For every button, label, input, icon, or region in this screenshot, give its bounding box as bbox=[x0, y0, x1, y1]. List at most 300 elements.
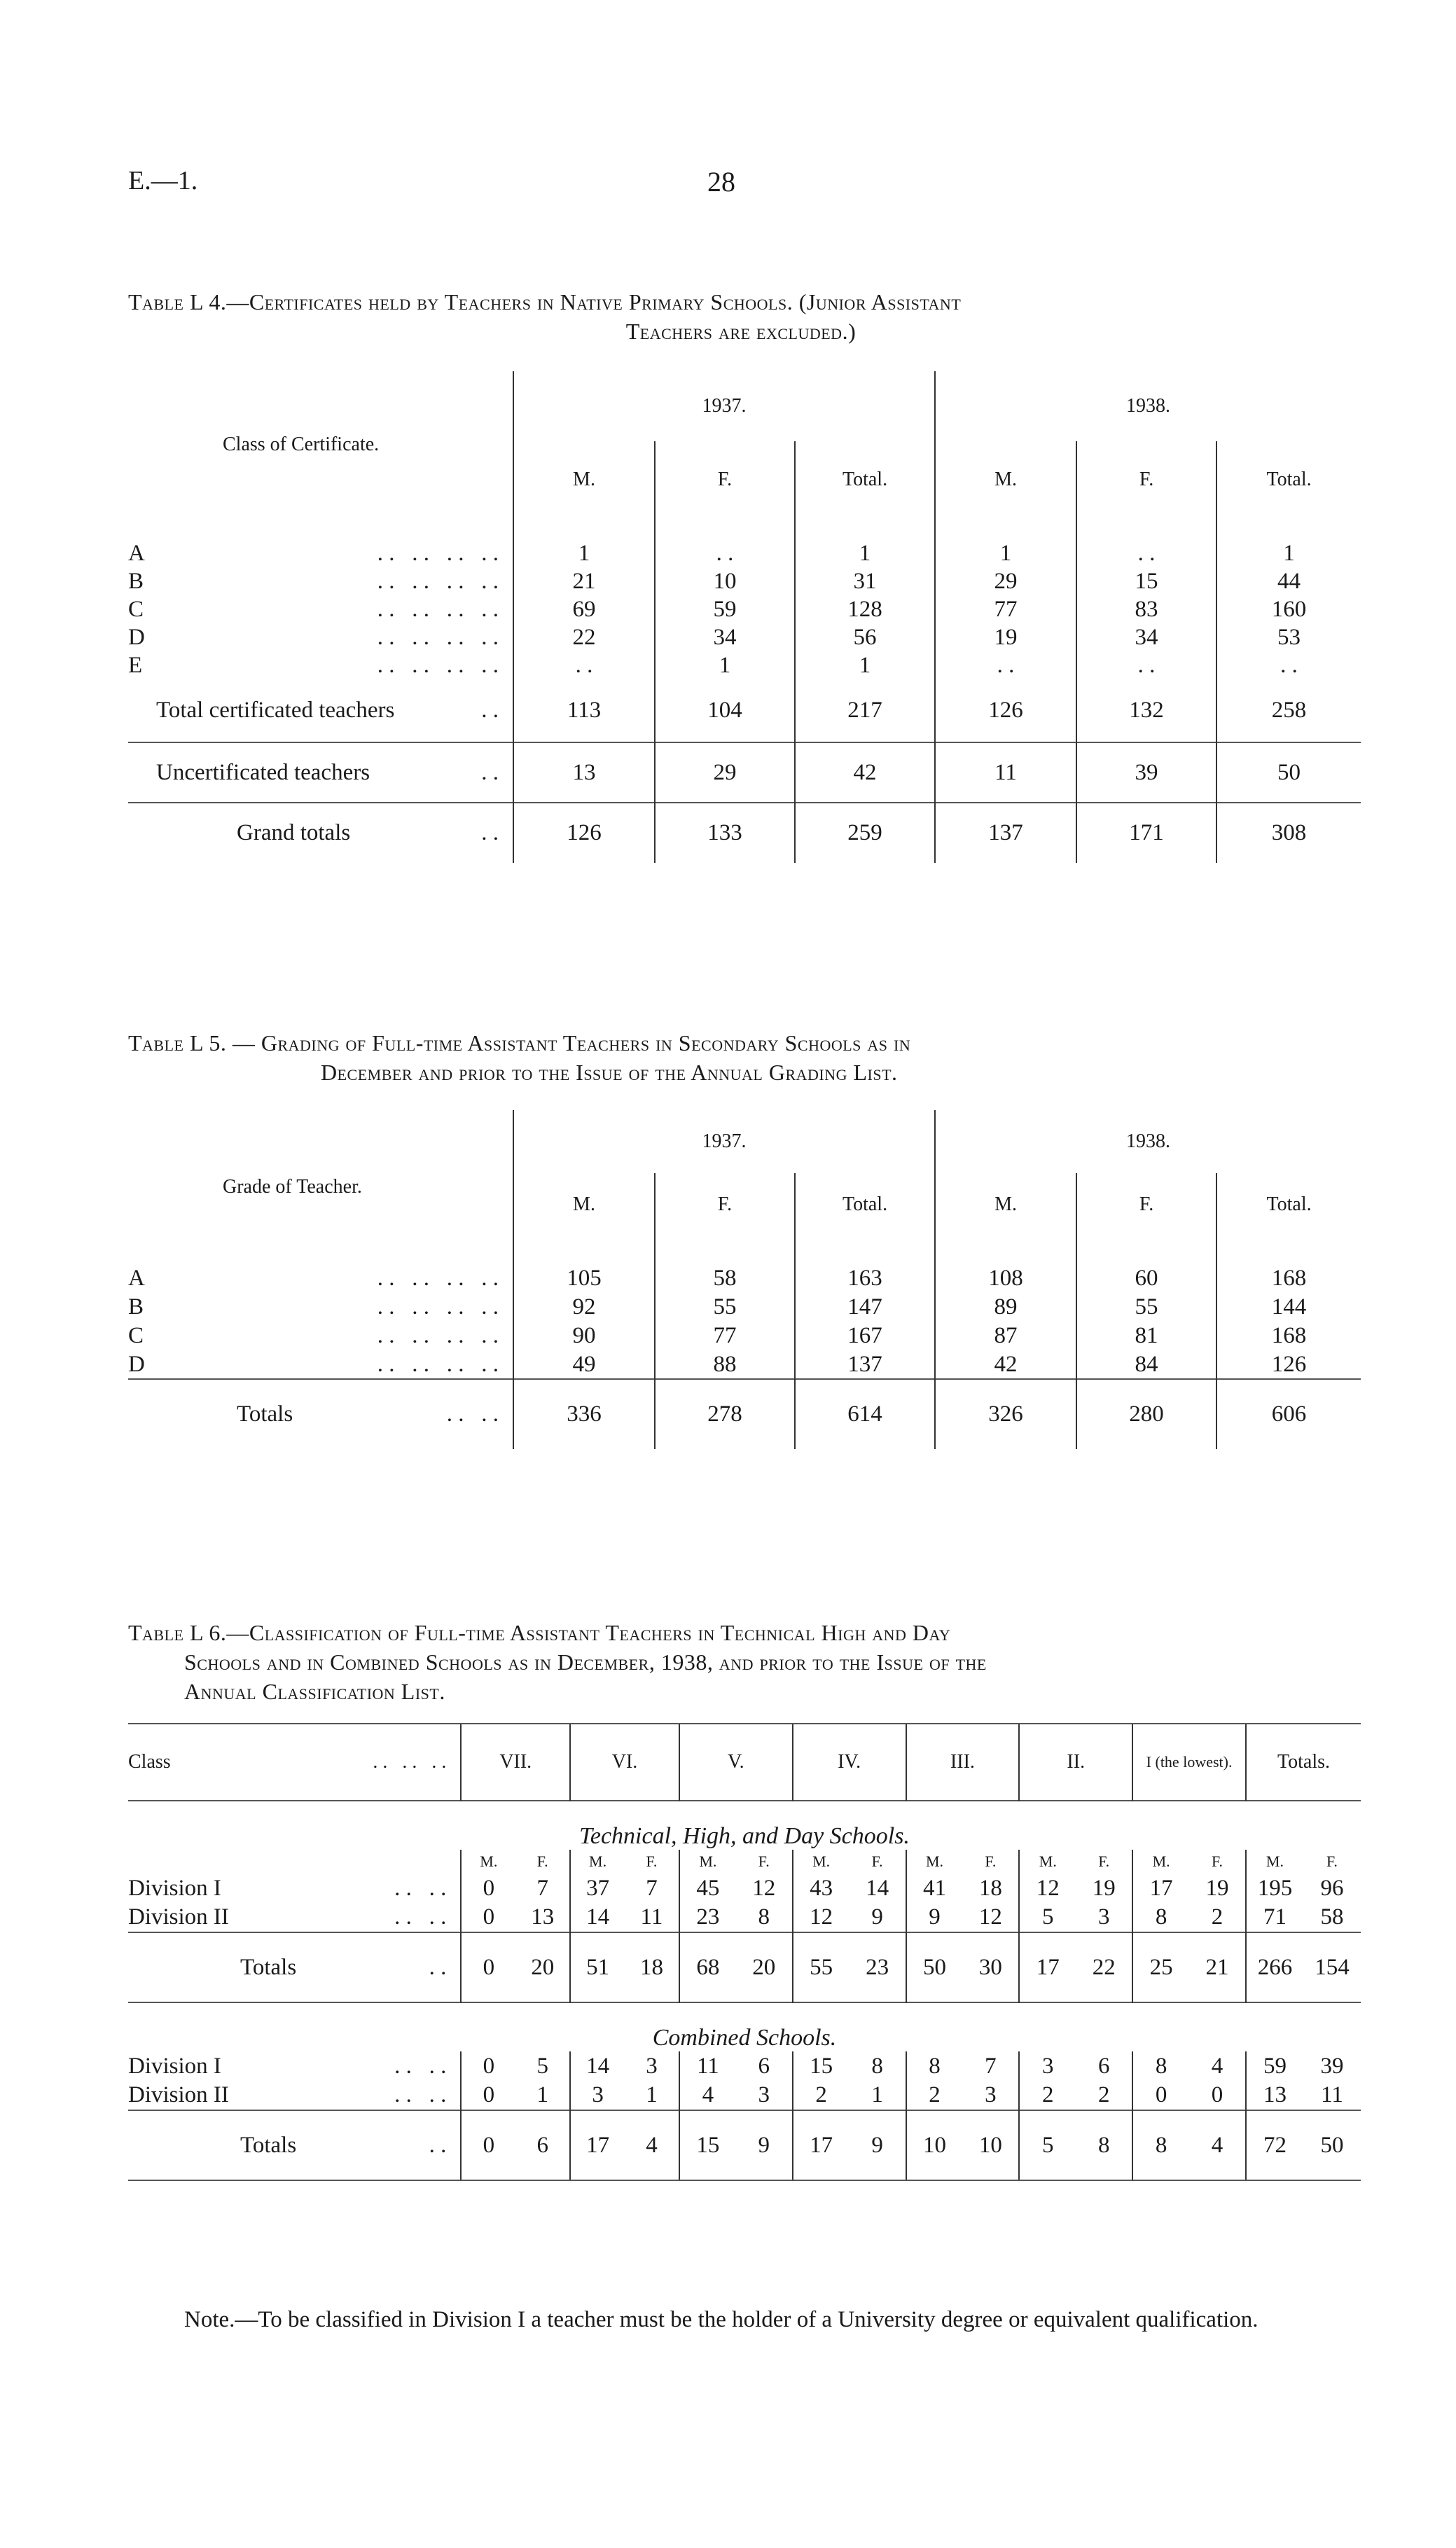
l5-cell: 326 bbox=[935, 1379, 1076, 1449]
l4-row bbox=[128, 623, 1361, 651]
l4-row bbox=[128, 539, 1361, 567]
l6-tech-division-row bbox=[128, 1874, 1361, 1903]
l6-comb-cell: 3 bbox=[570, 2081, 625, 2110]
l6-tech-total-cell: 0 bbox=[461, 1932, 515, 2002]
l5-cell: 84 bbox=[1076, 1350, 1216, 1379]
l4-cell: 29 bbox=[655, 742, 795, 803]
l5-row bbox=[128, 1379, 1361, 1449]
l6-comb-cell: 6 bbox=[758, 2053, 770, 2079]
table-l6-caption-line1: Table L 6.—Classification of Full-time Assistant Teachers in Technical High and Day bbox=[128, 1620, 951, 1645]
table-l6 bbox=[128, 1723, 1361, 2181]
l6-class-col: Totals. bbox=[1246, 1724, 1361, 1801]
table-l4 bbox=[128, 371, 1361, 863]
l6-tech-cell: 12 bbox=[1019, 1874, 1076, 1903]
l5-cell: 55 bbox=[655, 1293, 795, 1322]
table-l6-caption bbox=[128, 1618, 1354, 1706]
l6-tech-mf-label: M. bbox=[906, 1850, 963, 1874]
l5-cell: 163 bbox=[795, 1264, 935, 1293]
l6-comb-total-cell: 4 bbox=[1189, 2110, 1246, 2180]
l6-comb-totals-text: Totals bbox=[240, 2132, 297, 2158]
l6-comb-cell: 59 bbox=[1246, 2051, 1303, 2081]
l4-row-label bbox=[128, 651, 513, 679]
l5-cell: 137 bbox=[795, 1350, 935, 1379]
l4-leader-dots: . . . . . . . . bbox=[377, 652, 499, 678]
l5-col-total-1938: Total. bbox=[1216, 1173, 1361, 1236]
l5-row-label bbox=[128, 1322, 513, 1350]
l4-cell: 171 bbox=[1076, 803, 1216, 863]
l4-cell: 13 bbox=[513, 742, 655, 803]
l5-cell: 90 bbox=[513, 1322, 655, 1350]
l5-label-text: D bbox=[128, 1351, 145, 1377]
l4-row-label bbox=[128, 803, 513, 863]
l5-col-f-1938: F. bbox=[1076, 1173, 1216, 1236]
l6-tech-cell: 14 bbox=[866, 1875, 889, 1901]
table-l5 bbox=[128, 1110, 1361, 1449]
l4-leader-dots: . . . . . . . . bbox=[377, 540, 499, 566]
l6-comb-cell: 0 bbox=[1132, 2081, 1189, 2110]
l4-cell: 137 bbox=[935, 803, 1076, 863]
l4-cell: 59 bbox=[655, 595, 795, 623]
l5-cell: 336 bbox=[513, 1379, 655, 1449]
l4-year-1938: 1938. bbox=[935, 371, 1361, 441]
l4-col-m-1938: M. bbox=[935, 441, 1076, 518]
page-number: 28 bbox=[707, 166, 735, 198]
l4-label-text: C bbox=[128, 596, 144, 622]
l6-comb-cell: 14 bbox=[570, 2051, 625, 2081]
l5-cell: 168 bbox=[1216, 1264, 1361, 1293]
l5-cell: 77 bbox=[655, 1322, 795, 1350]
l6-comb-cell: 3 bbox=[985, 2082, 997, 2107]
l6-comb-total-cell: 17 bbox=[570, 2110, 625, 2180]
l4-row bbox=[128, 803, 1361, 863]
l6-class-label-cell bbox=[128, 1724, 461, 1801]
l6-tech-mf-label: M. bbox=[793, 1850, 850, 1874]
l6-comb-cell: 6 bbox=[1097, 2053, 1110, 2079]
l4-cell: 1 bbox=[795, 539, 935, 567]
l6-class-col: IV. bbox=[793, 1724, 906, 1801]
l6-comb-total-cell: 50 bbox=[1303, 2110, 1361, 2180]
l4-cell: 258 bbox=[1216, 679, 1361, 742]
l6-tech-mf-label: M. bbox=[461, 1850, 515, 1874]
l4-cell: . . bbox=[1076, 651, 1216, 679]
l4-row-label bbox=[128, 679, 513, 742]
l5-cell: 81 bbox=[1076, 1322, 1216, 1350]
l4-cell: . . bbox=[1216, 651, 1361, 679]
l6-comb-total-cell: 4 bbox=[625, 2110, 679, 2180]
l6-tech-mf-label: M. bbox=[1246, 1850, 1303, 1874]
table-l6-caption-line3: Annual Classification List. bbox=[184, 1679, 445, 1704]
l5-cell: 105 bbox=[513, 1264, 655, 1293]
l4-leader-dots: . . bbox=[481, 698, 499, 723]
l6-tech-title-row bbox=[128, 1801, 1361, 1850]
l6-section-technical-title: Technical, High, and Day Schools. bbox=[128, 1801, 1361, 1850]
l6-tech-mf-label: F. bbox=[758, 1853, 770, 1870]
l5-label-text: C bbox=[128, 1323, 144, 1348]
l6-tech-cell: 23 bbox=[679, 1903, 736, 1932]
l6-tech-division-label bbox=[128, 1874, 461, 1903]
l6-tech-cell: 19 bbox=[1205, 1875, 1229, 1901]
l4-cell: 11 bbox=[935, 742, 1076, 803]
l4-cell: 56 bbox=[795, 623, 935, 651]
l4-row-label bbox=[128, 595, 513, 623]
l4-leader-dots: . . . . . . . . bbox=[377, 624, 499, 650]
l4-col-total-1938: Total. bbox=[1216, 441, 1361, 518]
l6-comb-division-text: Division I bbox=[128, 2053, 221, 2079]
l6-comb-totals-row bbox=[128, 2110, 1361, 2180]
l6-tech-cell: 9 bbox=[906, 1903, 963, 1932]
l6-tech-total-cell: 21 bbox=[1189, 1932, 1246, 2002]
l5-cell: 168 bbox=[1216, 1322, 1361, 1350]
l6-tech-mf-label: M. bbox=[1019, 1850, 1076, 1874]
l6-class-col: III. bbox=[906, 1724, 1020, 1801]
l6-comb-cell: 11 bbox=[679, 2051, 736, 2081]
l5-cell: 89 bbox=[935, 1293, 1076, 1322]
l6-tech-total-cell: 18 bbox=[625, 1932, 679, 2002]
footnote bbox=[128, 2304, 1361, 2335]
l6-tech-cell: 14 bbox=[570, 1903, 625, 1932]
l5-row bbox=[128, 1350, 1361, 1379]
l4-cell: 1 bbox=[935, 539, 1076, 567]
l4-row-label bbox=[128, 742, 513, 803]
l6-comb-total-cell: 72 bbox=[1246, 2110, 1303, 2180]
l5-cell: 144 bbox=[1216, 1293, 1361, 1322]
l5-cell: 126 bbox=[1216, 1350, 1361, 1379]
l4-cell: 308 bbox=[1216, 803, 1361, 863]
l6-comb-cell: 5 bbox=[536, 2053, 548, 2079]
l5-leader-dots: . . . . . . . . bbox=[377, 1294, 499, 1320]
l6-tech-cell: 7 bbox=[646, 1875, 658, 1901]
l6-comb-cell: 1 bbox=[646, 2082, 658, 2107]
l6-comb-cell: 2 bbox=[906, 2081, 963, 2110]
l4-cell: 113 bbox=[513, 679, 655, 742]
l6-comb-cell: 2 bbox=[793, 2081, 850, 2110]
l5-cell: 42 bbox=[935, 1350, 1076, 1379]
l5-cell: 280 bbox=[1076, 1379, 1216, 1449]
l4-col-total-1937: Total. bbox=[795, 441, 935, 518]
l4-cell: 31 bbox=[795, 567, 935, 595]
l6-comb-cell: 7 bbox=[985, 2053, 997, 2079]
l6-comb-totals-dots: . . bbox=[429, 2132, 447, 2158]
l4-cell: 22 bbox=[513, 623, 655, 651]
l6-tech-cell: 17 bbox=[1132, 1874, 1189, 1903]
l6-comb-cell: 0 bbox=[461, 2051, 515, 2081]
table-l4-caption-line2: Teachers are excluded.) bbox=[625, 319, 857, 344]
l6-tech-division-text: Division II bbox=[128, 1904, 229, 1930]
l5-leader-dots: . . . . . . . . bbox=[377, 1266, 499, 1291]
l6-comb-cell: 3 bbox=[758, 2082, 770, 2107]
l6-tech-cell: 45 bbox=[679, 1874, 736, 1903]
l5-cell: 606 bbox=[1216, 1379, 1361, 1449]
l6-tech-cell: 12 bbox=[752, 1875, 776, 1901]
l6-tech-total-cell: 68 bbox=[679, 1932, 736, 2002]
l6-tech-cell: 37 bbox=[570, 1874, 625, 1903]
l6-comb-cell: 11 bbox=[1321, 2082, 1343, 2107]
l5-cell: 55 bbox=[1076, 1293, 1216, 1322]
l6-comb-total-cell: 9 bbox=[850, 2110, 906, 2180]
l6-tech-total-cell: 17 bbox=[1019, 1932, 1076, 2002]
l4-cell: 83 bbox=[1076, 595, 1216, 623]
l6-tech-division-label bbox=[128, 1903, 461, 1932]
l4-cell: 29 bbox=[935, 567, 1076, 595]
l4-cell: 217 bbox=[795, 679, 935, 742]
l5-row-header: Grade of Teacher. bbox=[223, 1176, 362, 1198]
l5-year-1937: 1937. bbox=[513, 1110, 935, 1173]
l6-tech-cell: 71 bbox=[1246, 1903, 1303, 1932]
l6-tech-mf-label: F. bbox=[1212, 1853, 1223, 1870]
l4-cell: 34 bbox=[655, 623, 795, 651]
footnote-text: Note.—To be classified in Division I a teacher must be the holder of a University degree or equivalent qualification. bbox=[184, 2307, 1259, 2332]
l6-class-col: II. bbox=[1019, 1724, 1132, 1801]
l6-tech-cell: 19 bbox=[1092, 1875, 1116, 1901]
l4-row bbox=[128, 742, 1361, 803]
l6-tech-cell: 41 bbox=[906, 1874, 963, 1903]
l6-comb-total-cell: 5 bbox=[1019, 2110, 1076, 2180]
l5-cell: 49 bbox=[513, 1350, 655, 1379]
l5-label-text: A bbox=[128, 1266, 145, 1291]
l6-comb-division-label bbox=[128, 2051, 461, 2081]
l6-tech-mf-label: F. bbox=[536, 1853, 548, 1870]
l6-comb-cell: 39 bbox=[1320, 2053, 1344, 2079]
table-l6-caption-line2: Schools and in Combined Schools as in December, 1938, and prior to the Issue of the bbox=[184, 1649, 987, 1675]
l5-col-f-1937: F. bbox=[655, 1173, 795, 1236]
l6-comb-total-cell: 8 bbox=[1076, 2110, 1132, 2180]
l6-comb-cell: 1 bbox=[536, 2082, 548, 2107]
l4-leader-dots: . . . . . . . . bbox=[377, 596, 499, 622]
l5-row-label bbox=[128, 1293, 513, 1322]
l4-cell: 77 bbox=[935, 595, 1076, 623]
l5-cell: 60 bbox=[1076, 1264, 1216, 1293]
l5-row-label bbox=[128, 1264, 513, 1293]
l4-cell: 21 bbox=[513, 567, 655, 595]
l4-label-text: Grand totals bbox=[237, 820, 351, 845]
l4-cell: 126 bbox=[513, 803, 655, 863]
l5-label-text: Totals bbox=[237, 1401, 293, 1427]
l6-tech-division-dots: . . . . bbox=[394, 1875, 447, 1901]
l6-comb-title-row bbox=[128, 2002, 1361, 2051]
l5-cell: 88 bbox=[655, 1350, 795, 1379]
l6-tech-division-text: Division I bbox=[128, 1875, 221, 1901]
l4-cell: 128 bbox=[795, 595, 935, 623]
l6-tech-total-cell: 55 bbox=[793, 1932, 850, 2002]
l6-comb-cell: 8 bbox=[906, 2051, 963, 2081]
l4-cell: 1 bbox=[513, 539, 655, 567]
l6-tech-totals-dots: . . bbox=[429, 1954, 447, 1980]
l6-class-header-row bbox=[128, 1724, 1361, 1801]
l6-comb-cell: 0 bbox=[1211, 2082, 1223, 2107]
l4-label-text: Uncertificated teachers bbox=[156, 759, 370, 785]
l5-cell: 87 bbox=[935, 1322, 1076, 1350]
l6-tech-cell: 11 bbox=[640, 1904, 663, 1930]
l6-comb-division-row bbox=[128, 2051, 1361, 2081]
l6-comb-total-cell: 17 bbox=[793, 2110, 850, 2180]
l6-tech-total-cell: 20 bbox=[515, 1932, 570, 2002]
l6-comb-division-label bbox=[128, 2081, 461, 2110]
l5-cell: 278 bbox=[655, 1379, 795, 1449]
l4-year-1937: 1937. bbox=[513, 371, 935, 441]
l6-tech-mf-label: M. bbox=[1132, 1850, 1189, 1874]
l6-tech-mf-label: F. bbox=[1098, 1853, 1110, 1870]
l6-tech-total-cell: 266 bbox=[1246, 1932, 1303, 2002]
l6-class-col: V. bbox=[679, 1724, 793, 1801]
l5-cell: 147 bbox=[795, 1293, 935, 1322]
l6-tech-mf-label: F. bbox=[1326, 1853, 1338, 1870]
l6-tech-mf-label: M. bbox=[570, 1850, 625, 1874]
l6-tech-cell: 195 bbox=[1246, 1874, 1303, 1903]
l6-comb-total-cell: 9 bbox=[736, 2110, 793, 2180]
l6-comb-cell: 1 bbox=[871, 2082, 883, 2107]
l5-row bbox=[128, 1293, 1361, 1322]
l6-tech-division-row bbox=[128, 1903, 1361, 1932]
l4-cell: 10 bbox=[655, 567, 795, 595]
l6-tech-cell: 3 bbox=[1097, 1904, 1110, 1930]
l4-cell: 42 bbox=[795, 742, 935, 803]
l6-tech-total-cell: 50 bbox=[906, 1932, 963, 2002]
l6-class-label: Class bbox=[128, 1751, 171, 1773]
l6-section-combined-title: Combined Schools. bbox=[128, 2002, 1361, 2051]
l4-cell: . . bbox=[513, 651, 655, 679]
l6-class-col: VII. bbox=[461, 1724, 570, 1801]
l6-tech-cell: 12 bbox=[793, 1903, 850, 1932]
l6-tech-mf-label: F. bbox=[871, 1853, 883, 1870]
l6-tech-total-cell: 51 bbox=[570, 1932, 625, 2002]
l4-label-text: E bbox=[128, 652, 143, 678]
l6-tech-cell: 7 bbox=[536, 1875, 548, 1901]
l4-label-text: B bbox=[128, 568, 144, 594]
l6-tech-mf-label: M. bbox=[679, 1850, 736, 1874]
l6-comb-total-cell: 8 bbox=[1132, 2110, 1189, 2180]
l6-class-col: VI. bbox=[570, 1724, 679, 1801]
l6-tech-cell: 13 bbox=[531, 1904, 555, 1930]
l5-cell: 167 bbox=[795, 1322, 935, 1350]
l5-col-m-1938: M. bbox=[935, 1173, 1076, 1236]
l4-row-label bbox=[128, 539, 513, 567]
l4-leader-dots: . . . . . . . . bbox=[377, 568, 499, 594]
l4-cell: 19 bbox=[935, 623, 1076, 651]
l5-cell: 614 bbox=[795, 1379, 935, 1449]
l4-cell: . . bbox=[935, 651, 1076, 679]
l6-tech-mf-spacer bbox=[128, 1850, 461, 1874]
l6-tech-total-cell: 20 bbox=[736, 1932, 793, 2002]
l6-comb-cell: 4 bbox=[679, 2081, 736, 2110]
table-l5-caption bbox=[128, 1028, 1354, 1087]
table-l5-caption-line1: Table L 5. — Grading of Full-time Assistant Teachers in Secondary Schools as in bbox=[128, 1030, 911, 1055]
l4-row-header: Class of Certificate. bbox=[223, 434, 380, 455]
l6-tech-cell: 96 bbox=[1320, 1875, 1344, 1901]
l4-leader-dots: . . bbox=[481, 759, 499, 785]
l6-comb-division-dots: . . . . bbox=[394, 2082, 447, 2107]
l4-cell: 133 bbox=[655, 803, 795, 863]
l6-comb-total-cell: 10 bbox=[906, 2110, 963, 2180]
l4-col-f-1937: F. bbox=[655, 441, 795, 518]
l6-comb-division-dots: . . . . bbox=[394, 2053, 447, 2079]
l4-cell: . . bbox=[655, 539, 795, 567]
table-l4-caption bbox=[128, 287, 1354, 346]
l5-label-text: B bbox=[128, 1294, 144, 1320]
l4-row-label bbox=[128, 623, 513, 651]
l6-tech-division-dots: . . . . bbox=[394, 1904, 447, 1930]
l4-label-text: D bbox=[128, 624, 145, 650]
l6-tech-mf-label: F. bbox=[985, 1853, 997, 1870]
l6-tech-total-cell: 30 bbox=[962, 1932, 1019, 2002]
l5-row bbox=[128, 1264, 1361, 1293]
l6-tech-cell: 2 bbox=[1211, 1904, 1223, 1930]
l4-cell: 160 bbox=[1216, 595, 1361, 623]
l4-cell: 44 bbox=[1216, 567, 1361, 595]
l6-comb-total-cell: 6 bbox=[515, 2110, 570, 2180]
l4-cell: 39 bbox=[1076, 742, 1216, 803]
l6-tech-total-cell: 25 bbox=[1132, 1932, 1189, 2002]
l6-tech-totals-row bbox=[128, 1932, 1361, 2002]
l6-tech-totals-label bbox=[128, 1932, 461, 2002]
l6-comb-total-cell: 10 bbox=[962, 2110, 1019, 2180]
l5-cell: 92 bbox=[513, 1293, 655, 1322]
l6-tech-cell: 58 bbox=[1320, 1904, 1344, 1930]
l6-comb-cell: 8 bbox=[871, 2053, 883, 2079]
l6-tech-cell: 18 bbox=[978, 1875, 1002, 1901]
l6-tech-cell: 12 bbox=[978, 1904, 1002, 1930]
l6-comb-cell: 3 bbox=[1019, 2051, 1076, 2081]
l5-col-m-1937: M. bbox=[513, 1173, 655, 1236]
l4-row bbox=[128, 567, 1361, 595]
l4-cell: 132 bbox=[1076, 679, 1216, 742]
l4-cell: 53 bbox=[1216, 623, 1361, 651]
l6-comb-cell: 0 bbox=[461, 2081, 515, 2110]
l6-tech-cell: 43 bbox=[793, 1874, 850, 1903]
l6-tech-cell: 5 bbox=[1019, 1903, 1076, 1932]
l4-cell: 34 bbox=[1076, 623, 1216, 651]
l6-comb-cell: 2 bbox=[1019, 2081, 1076, 2110]
l6-tech-total-cell: 22 bbox=[1076, 1932, 1132, 2002]
l6-tech-cell: 9 bbox=[871, 1904, 883, 1930]
l4-cell: 15 bbox=[1076, 567, 1216, 595]
l5-col-total-1937: Total. bbox=[795, 1173, 935, 1236]
l5-row-label bbox=[128, 1350, 513, 1379]
l6-tech-total-cell: 23 bbox=[850, 1932, 906, 2002]
l4-row bbox=[128, 651, 1361, 679]
l4-row bbox=[128, 595, 1361, 623]
l4-cell: 1 bbox=[655, 651, 795, 679]
l5-leader-dots: . . . . . . . . bbox=[377, 1323, 499, 1348]
l4-cell: 126 bbox=[935, 679, 1076, 742]
l6-tech-cell: 0 bbox=[461, 1874, 515, 1903]
l6-comb-cell: 4 bbox=[1211, 2053, 1223, 2079]
l6-comb-cell: 15 bbox=[793, 2051, 850, 2081]
l6-class-col: I (the lowest). bbox=[1132, 1724, 1246, 1801]
table-l5-caption-line2: December and prior to the Issue of the Annual Grading List. bbox=[321, 1060, 898, 1085]
l6-comb-cell: 8 bbox=[1132, 2051, 1189, 2081]
l4-cell: 1 bbox=[1216, 539, 1361, 567]
l5-leader-dots: . . . . bbox=[446, 1401, 499, 1427]
l6-tech-mf-label: F. bbox=[646, 1853, 658, 1870]
document-code: E.—1. bbox=[128, 166, 198, 195]
l5-cell: 108 bbox=[935, 1264, 1076, 1293]
l4-label-text: A bbox=[128, 540, 145, 566]
l4-cell: 104 bbox=[655, 679, 795, 742]
l4-cell: 50 bbox=[1216, 742, 1361, 803]
l5-year-1938: 1938. bbox=[935, 1110, 1361, 1173]
table-l4-caption-line1: Table L 4.—Certificates held by Teachers in Native Primary Schools. (Junior Assistant bbox=[128, 289, 962, 314]
l6-comb-division-text: Division II bbox=[128, 2082, 229, 2107]
l4-cell: . . bbox=[1076, 539, 1216, 567]
l6-body bbox=[128, 1724, 1361, 2180]
l6-comb-total-cell: 15 bbox=[679, 2110, 736, 2180]
l4-leader-dots: . . bbox=[481, 820, 499, 845]
l4-cell: 1 bbox=[795, 651, 935, 679]
l5-row-label bbox=[128, 1379, 513, 1449]
l6-comb-cell: 2 bbox=[1097, 2082, 1110, 2107]
l4-row-label bbox=[128, 567, 513, 595]
l6-tech-totals-text: Totals bbox=[240, 1954, 297, 1980]
